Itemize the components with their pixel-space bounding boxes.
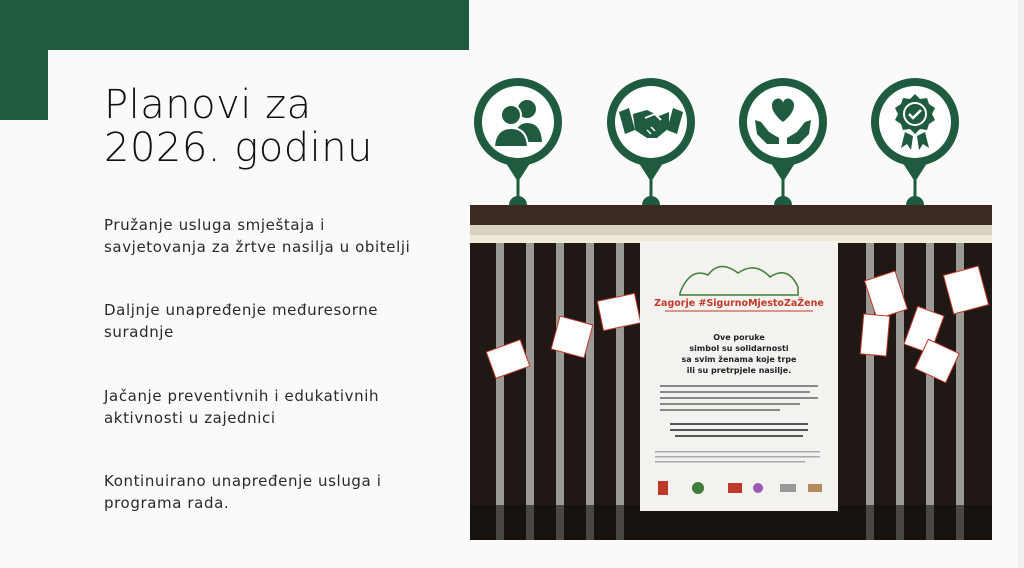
users-icon — [470, 74, 566, 214]
verified-badge-icon — [867, 74, 963, 214]
poster-message-line: Ove poruke — [713, 333, 765, 342]
plan-item-line: savjetovanja za žrtve nasilja u obitelji — [104, 238, 411, 256]
title-line-2: 2026. godinu — [104, 125, 373, 171]
plan-item-prevention — [104, 385, 424, 429]
title-line-1: Planovi za — [104, 82, 312, 128]
decorative-top-band — [0, 0, 469, 50]
slide-title — [104, 84, 373, 170]
plan-item-line: Daljnje unapređenje međuresorne — [104, 301, 379, 319]
poster-heading: Zagorje #SigurnoMjestoZaŽene — [654, 298, 824, 309]
handshake-icon — [603, 74, 699, 214]
plan-item-line: Jačanje preventivnih i edukativnih — [104, 387, 380, 405]
plan-item-line: Pružanje usluga smještaja i — [104, 216, 325, 234]
plan-item-line: programa rada. — [104, 494, 230, 512]
decorative-side-band — [0, 50, 48, 120]
poster-photo — [470, 205, 992, 540]
plan-item-line: aktivnosti u zajednici — [104, 409, 276, 427]
plan-item-services — [104, 470, 424, 514]
poster-message-line: simbol su solidarnosti — [689, 344, 789, 353]
right-edge-strip — [1018, 0, 1024, 568]
poster-message-line: sa svim ženama koje trpe — [681, 355, 797, 364]
poster-message-line: ili su pretrpjele nasilje. — [686, 366, 792, 375]
plan-item-cooperation — [104, 299, 424, 343]
plan-item-line: Kontinuirano unapređenje usluga i — [104, 472, 382, 490]
plan-item-accommodation — [104, 214, 424, 258]
plan-item-line: suradnje — [104, 323, 174, 341]
heart-in-hands-icon — [735, 74, 831, 214]
